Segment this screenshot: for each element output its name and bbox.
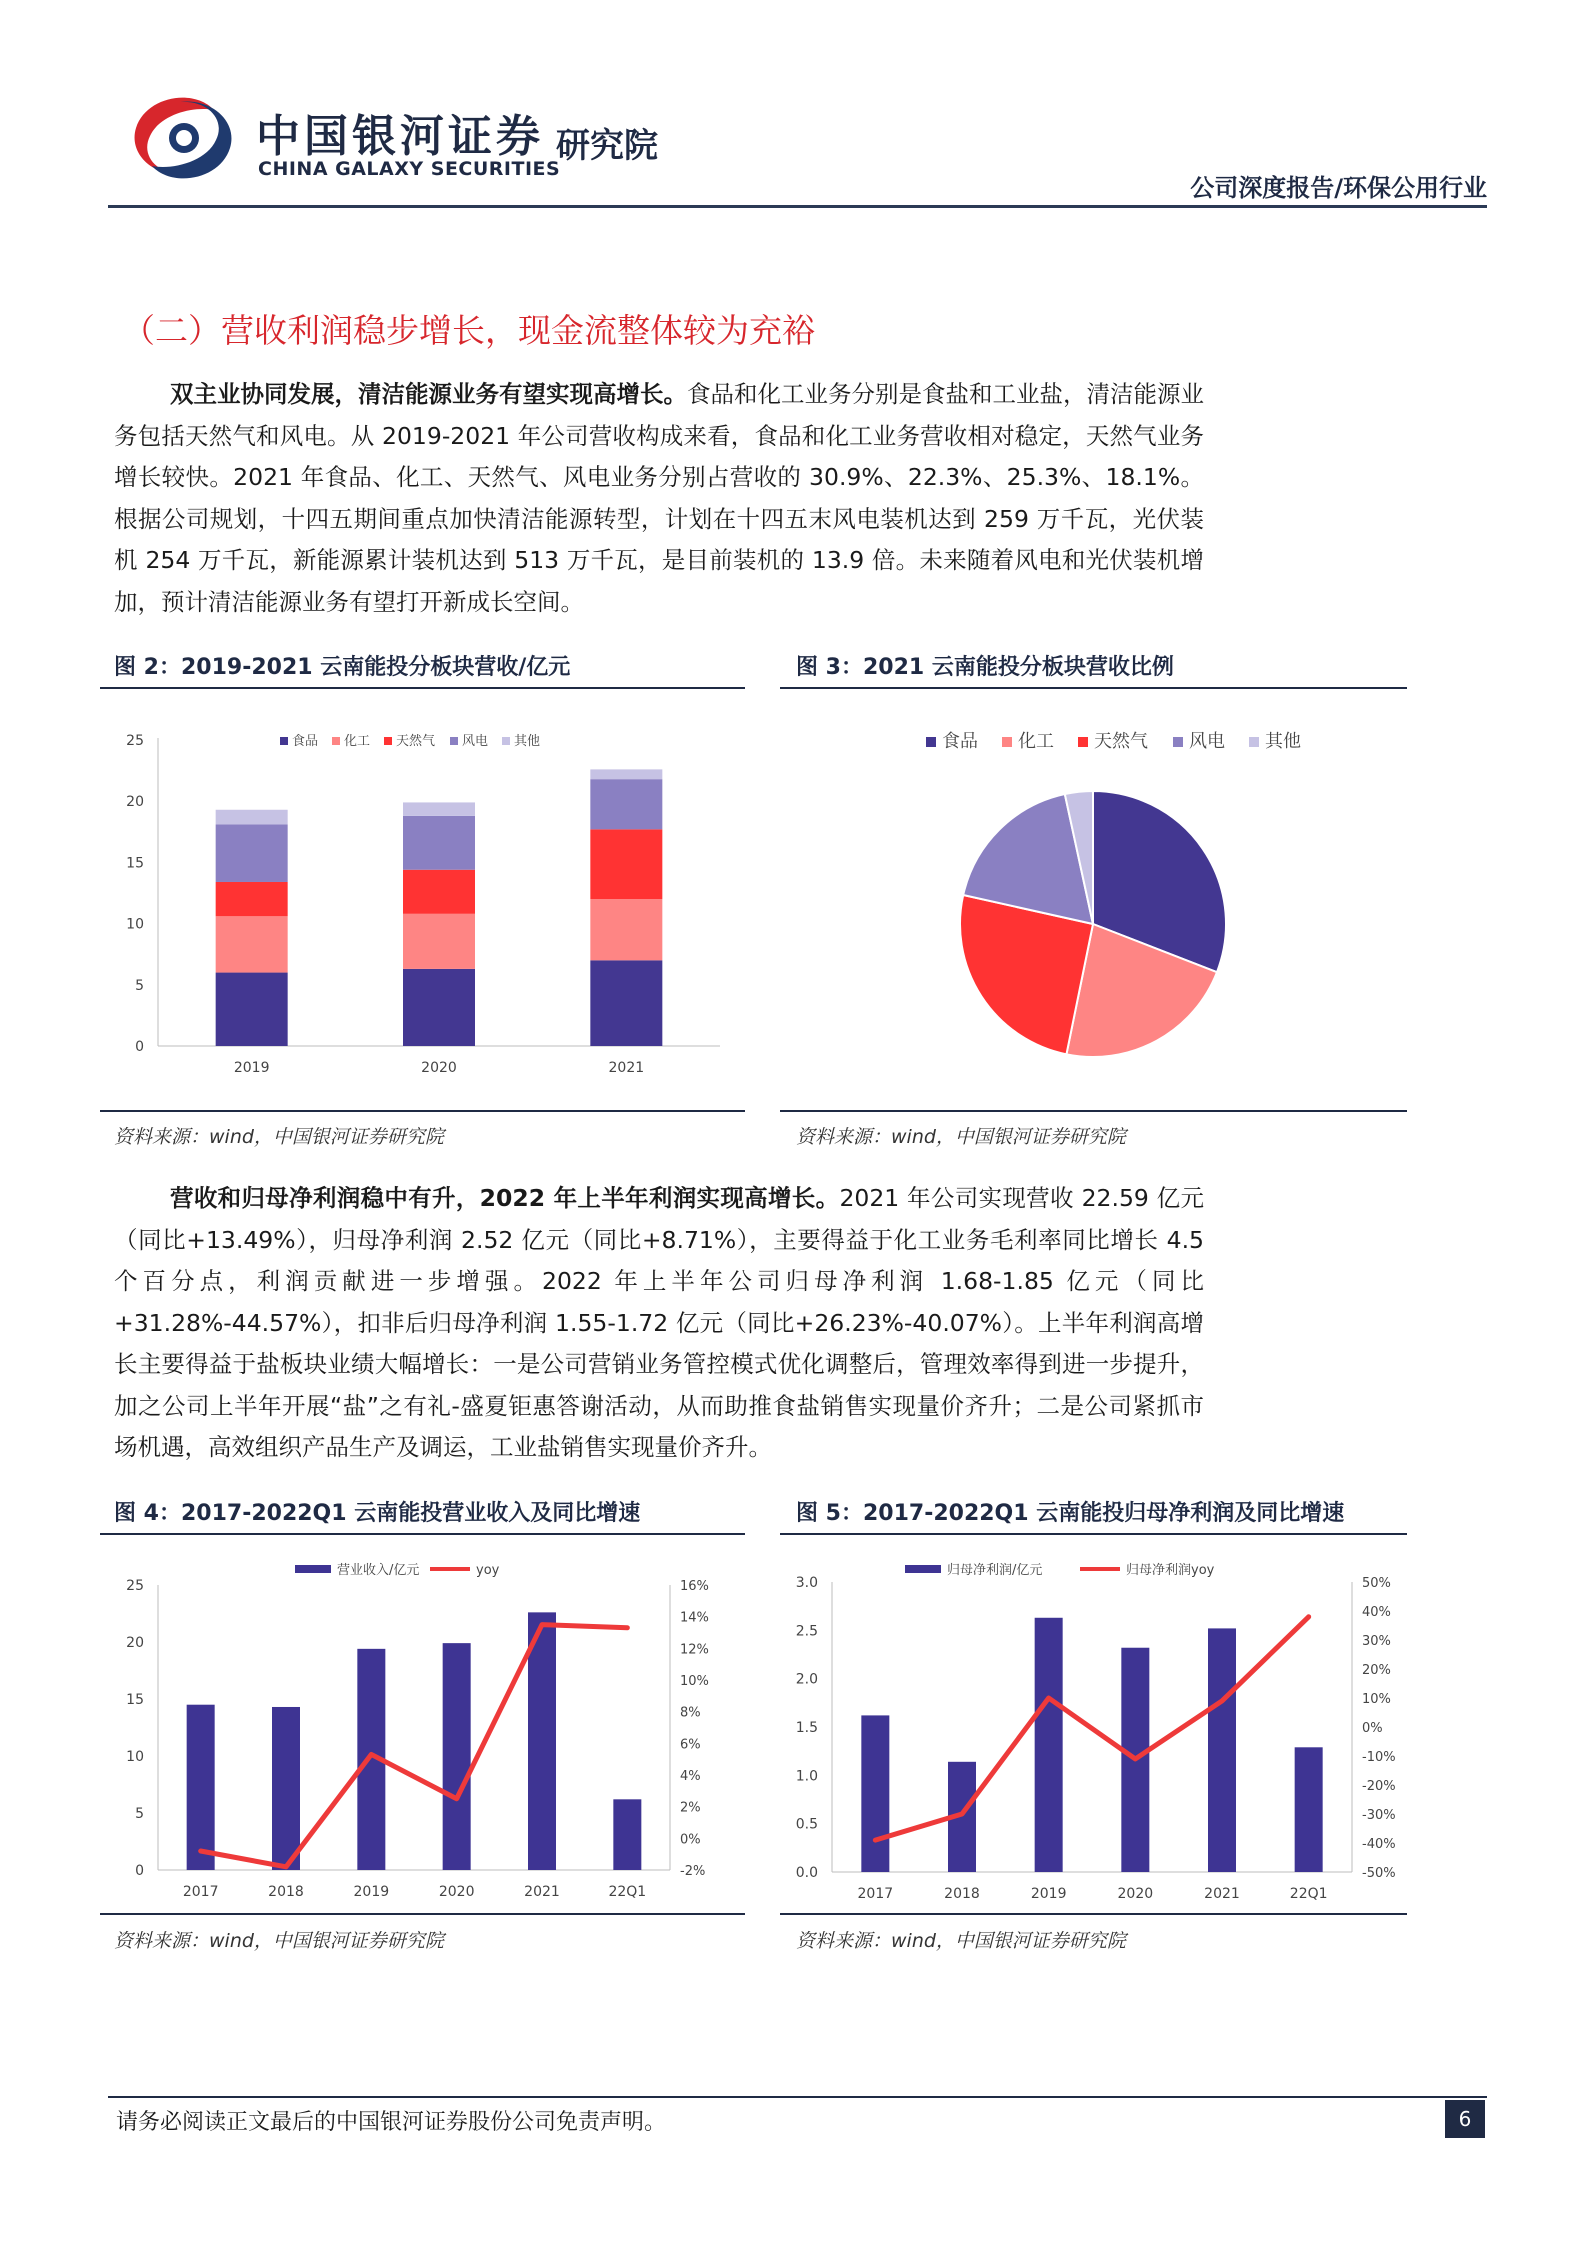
legend-swatch	[280, 737, 288, 745]
y-tick-label: 0.5	[795, 1816, 818, 1833]
bar	[1035, 1618, 1063, 1872]
bar-segment-5	[216, 810, 288, 825]
fig3-bottom-rule	[780, 1110, 1407, 1112]
y-tick-label: 15	[126, 855, 144, 872]
y2-tick-label: 6%	[680, 1737, 701, 1753]
bar-segment-5	[590, 769, 662, 779]
yoy-point	[1220, 1699, 1224, 1703]
yoy-point	[369, 1752, 373, 1756]
y2-tick-label: 40%	[1362, 1605, 1391, 1620]
report-type: 公司深度报告/环保公用行业	[1190, 174, 1487, 202]
y-tick-label: 0	[135, 1039, 144, 1055]
y-tick-label: 25	[126, 1578, 144, 1594]
y-tick-label: 1.5	[795, 1720, 818, 1736]
x-tick-label: 2019	[1030, 1886, 1067, 1902]
x-tick-label: 2018	[944, 1886, 980, 1902]
fig2-bottom-rule	[100, 1110, 745, 1112]
legend-label: 化工	[344, 734, 371, 749]
x-tick-label: 2021	[1204, 1886, 1240, 1902]
bar-segment-2	[403, 914, 475, 969]
y2-tick-label: 2%	[680, 1800, 701, 1816]
legend-swatch	[1173, 737, 1183, 747]
bar	[1295, 1747, 1323, 1872]
paragraph-2-body: 2021 年公司实现营收 22.59 亿元（同比+13.49%），归母净利润 2.52 亿元（同比+8.71%），主要得益于化工业务毛利率同比增长 4.5 个百分点，利润贡献进一步增强。2022 年上半年公司归母净利润 1.68-1.85 亿元（同比+31.28%-44.57%），扣非后归母净利润 1.55-1.72 亿元（同比+26.23%-40.07%）。上半年利润高增长主要得益于盐板块业绩大幅增长：一是公司营销业务管控模式优化调整后，管理效率得到进一步提升，加之公司上半年开展“盐”之有礼-盛夏钜惠答谢活动，从而助推食盐销售实现量价齐升；二是公司紧抓市场机遇，高效组织产品生产及调运，工业盐销售实现量价齐升。	[114, 1184, 1204, 1461]
x-tick-label: 22Q1	[608, 1884, 647, 1900]
fig4-source: 资料来源：wind，中国银河证券研究院	[114, 1930, 444, 1952]
bar-segment-5	[403, 802, 475, 815]
yoy-point	[960, 1812, 964, 1816]
section-title: （二）营收利润稳步增长，现金流整体较为充裕	[122, 311, 815, 350]
legend-label-bar: 归母净利润/亿元	[947, 1563, 1043, 1578]
y2-tick-label: 8%	[680, 1705, 701, 1721]
yoy-point	[625, 1626, 629, 1630]
y2-tick-label: -10%	[1362, 1750, 1396, 1765]
legend-swatch	[1002, 737, 1012, 747]
fig2-source: 资料来源：wind，中国银河证券研究院	[114, 1126, 444, 1148]
legend-swatch	[332, 737, 340, 745]
y-tick-label: 5	[135, 1806, 144, 1822]
header-divider	[108, 205, 1487, 208]
fig2-chart	[100, 700, 745, 1100]
bar	[187, 1705, 215, 1870]
paragraph-1-lead: 双主业协同发展，清洁能源业务有望实现高增长。	[170, 380, 687, 408]
bar	[1208, 1628, 1236, 1872]
yoy-line	[201, 1625, 628, 1867]
legend-label: 天然气	[1094, 731, 1148, 752]
y2-tick-label: -50%	[1362, 1866, 1396, 1881]
paragraph-2-lead: 营收和归母净利润稳中有升，2022 年上半年利润实现高增长。	[170, 1184, 840, 1212]
legend-label: 化工	[1018, 731, 1054, 752]
y2-tick-label: 12%	[680, 1642, 709, 1658]
x-tick-label: 2021	[524, 1884, 560, 1900]
y2-tick-label: 20%	[1362, 1663, 1391, 1678]
fig3-top-rule	[780, 687, 1407, 689]
bar-segment-1	[216, 973, 288, 1046]
paragraph-2	[114, 1178, 1204, 1469]
fig2-top-rule	[100, 687, 745, 689]
fig5-chart	[780, 1545, 1407, 1910]
y-tick-label: 0	[135, 1863, 144, 1879]
legend-label-bar: 营业收入/亿元	[337, 1563, 420, 1578]
y-tick-label: 20	[126, 794, 144, 811]
x-tick-label: 2020	[438, 1884, 475, 1900]
bar	[272, 1707, 300, 1870]
legend-swatch	[926, 737, 936, 747]
fig5-top-rule	[780, 1533, 1407, 1535]
x-tick-label: 2020	[1117, 1886, 1154, 1902]
bar	[443, 1643, 471, 1870]
legend-label-line: 归母净利润yoy	[1126, 1563, 1215, 1578]
legend-label: 食品	[942, 731, 978, 752]
yoy-point	[873, 1838, 877, 1842]
legend-label: 风电	[462, 734, 489, 749]
bar-segment-4	[590, 779, 662, 829]
fig3-source: 资料来源：wind，中国银河证券研究院	[796, 1126, 1126, 1148]
y2-tick-label: -40%	[1362, 1837, 1396, 1852]
x-tick-label: 22Q1	[1289, 1886, 1328, 1902]
y-tick-label: 2.0	[795, 1671, 818, 1688]
y2-tick-label: 50%	[1362, 1576, 1391, 1591]
bar	[861, 1715, 889, 1872]
bar	[613, 1799, 641, 1870]
page-number: 6	[1445, 2100, 1485, 2138]
paragraph-1	[114, 374, 1204, 623]
y-tick-label: 2.5	[795, 1623, 818, 1640]
legend-swatch	[1249, 737, 1259, 747]
y2-tick-label: 0%	[680, 1832, 701, 1848]
y-tick-label: 10	[126, 1749, 144, 1765]
legend-swatch	[502, 737, 510, 745]
fig4-chart	[100, 1545, 745, 1910]
bar-segment-4	[403, 816, 475, 870]
fig5-title: 图 5：2017-2022Q1 云南能投归母净利润及同比增速	[796, 1501, 1345, 1526]
institute-name: 研究院	[556, 126, 658, 166]
bar-segment-2	[216, 916, 288, 972]
y2-tick-label: -20%	[1362, 1779, 1396, 1794]
y2-tick-label: 16%	[680, 1579, 709, 1594]
y-tick-label: 1.0	[795, 1768, 818, 1785]
bar	[528, 1612, 556, 1870]
legend-label: 其他	[1265, 731, 1301, 752]
fig4-top-rule	[100, 1533, 745, 1535]
x-tick-label: 2019	[233, 1060, 270, 1076]
fig3-chart	[780, 700, 1407, 1100]
bar-segment-2	[590, 899, 662, 960]
legend-swatch	[384, 737, 392, 745]
x-tick-label: 2017	[857, 1886, 894, 1902]
legend-swatch-bar	[905, 1565, 941, 1573]
paragraph-1-body: 食品和化工业务分别是食盐和工业盐，清洁能源业务包括天然气和风电。从 2019-2021 年公司营收构成来看，食品和化工业务营收相对稳定，天然气业务增长较快。2021 年食品、化工、天然气、风电业务分别占营收的 30.9%、22.3%、25.3%、18.1%。根据公司规划，十四五期间重点加快清洁能源转型，计划在十四五末风电装机达到 259 万千瓦，光伏装机 254 万千瓦，新能源累计装机达到 513 万千瓦，是目前装机的 13.9 倍。未来随着风电和光伏装机增加，预计清洁能源业务有望打开新成长空间。	[114, 380, 1204, 616]
fig5-source: 资料来源：wind，中国银河证券研究院	[796, 1930, 1126, 1952]
yoy-point	[1047, 1696, 1051, 1700]
footer-divider	[108, 2096, 1487, 2098]
bar-segment-3	[590, 829, 662, 899]
y-tick-label: 20	[126, 1635, 144, 1651]
yoy-point	[455, 1797, 459, 1801]
legend-label: 其他	[514, 734, 541, 749]
yoy-line	[875, 1617, 1308, 1840]
fig4-title: 图 4：2017-2022Q1 云南能投营业收入及同比增速	[114, 1501, 641, 1526]
legend-label: 食品	[292, 734, 319, 749]
y2-tick-label: 4%	[680, 1769, 701, 1784]
y-tick-label: 0.0	[795, 1865, 818, 1881]
galaxy-logo-icon	[128, 92, 238, 184]
legend-swatch-bar	[295, 1565, 331, 1573]
y-tick-label: 25	[126, 733, 144, 749]
fig4-bottom-rule	[100, 1913, 745, 1915]
yoy-point	[284, 1865, 288, 1869]
y-tick-label: 5	[135, 977, 144, 994]
bar-segment-3	[216, 882, 288, 916]
legend-swatch	[450, 737, 458, 745]
legend-label: 天然气	[396, 734, 436, 749]
y-tick-label: 10	[126, 916, 144, 933]
y2-tick-label: 10%	[1362, 1692, 1391, 1707]
legend-label: 风电	[1189, 731, 1225, 752]
y2-tick-label: 0%	[1362, 1721, 1383, 1736]
brand-name-cn: 中国银河证券	[256, 111, 544, 162]
yoy-point	[1133, 1757, 1137, 1761]
fig5-bottom-rule	[780, 1913, 1407, 1915]
x-tick-label: 2017	[182, 1884, 219, 1900]
y2-tick-label: 30%	[1362, 1634, 1391, 1649]
legend-swatch	[1078, 737, 1088, 747]
x-tick-label: 2019	[353, 1884, 390, 1900]
y2-tick-label: -2%	[680, 1864, 706, 1879]
bar-segment-3	[403, 870, 475, 914]
y2-tick-label: -30%	[1362, 1808, 1396, 1823]
bar-segment-4	[216, 824, 288, 882]
yoy-point	[1307, 1615, 1311, 1619]
fig3-title: 图 3：2021 云南能投分板块营收比例	[796, 655, 1174, 680]
fig2-title: 图 2：2019-2021 云南能投分板块营收/亿元	[114, 655, 571, 680]
footer-disclaimer: 请务必阅读正文最后的中国银河证券股份公司免责声明。	[116, 2110, 667, 2135]
brand-name-en: CHINA GALAXY SECURITIES	[258, 158, 561, 180]
x-tick-label: 2020	[421, 1060, 457, 1076]
yoy-point	[540, 1623, 544, 1627]
y2-tick-label: 10%	[680, 1674, 709, 1689]
x-tick-label: 2018	[268, 1884, 304, 1900]
yoy-point	[199, 1849, 203, 1853]
legend-label-line: yoy	[476, 1563, 500, 1578]
bar-segment-1	[590, 960, 662, 1046]
x-tick-label: 2021	[608, 1060, 645, 1076]
y-tick-label: 15	[126, 1692, 144, 1708]
bar-segment-1	[403, 969, 475, 1046]
y-tick-label: 3.0	[795, 1575, 818, 1591]
y2-tick-label: 14%	[680, 1610, 709, 1626]
